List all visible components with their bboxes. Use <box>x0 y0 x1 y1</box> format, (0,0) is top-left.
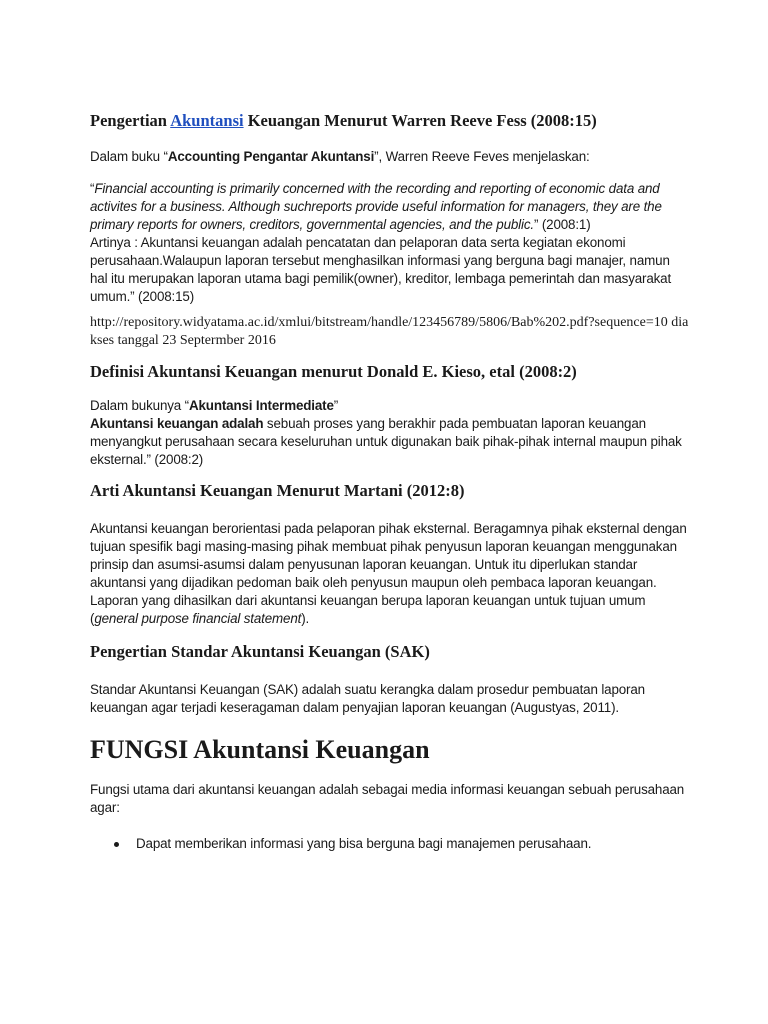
artinya-paragraph: Artinya : Akuntansi keuangan adalah pencatatan dan pelaporan data serta kegiatan ekonomi perusahaan.Walaupun laporan tersebut menghasilkan informasi yang berguna bagi manajer, namun hal itu merupakan laporan utama bagi pemilik(owner), kreditor, lembaga pemerintah dan masyarakat umum.” (2008:15) <box>90 234 672 304</box>
section-heading-kieso: Definisi Akuntansi Keuangan menurut Donald E. Kieso, etal (2008:2) <box>90 361 577 381</box>
list-item: Dapat memberikan informasi yang bisa berguna bagi manajemen perusahaan. <box>90 835 690 853</box>
section-heading-sak: Pengertian Standar Akuntansi Keuangan (SAK) <box>90 641 430 661</box>
document-page <box>90 108 690 853</box>
fungsi-bullet-list <box>90 835 690 853</box>
akuntansi-link[interactable]: Akuntansi <box>170 111 244 130</box>
fungsi-heading: FUNGSI Akuntansi Keuangan <box>90 734 430 764</box>
martani-paragraph: Akuntansi keuangan berorientasi pada pelaporan pihak eksternal. Beragamnya pihak eksternal dengan tujuan spesifik bagi masing-masing pihak membuat pihak penyusun laporan keuangan menggunakan prinsip dan asumsi-asumsi dalam penyusunan laporan keuangan. Untuk itu diperlukan standar akuntansi yang dijadikan pedoman baik oleh penyusun maupun oleh pembaca laporan keuangan. Laporan yang dihasilkan dari akuntansi keuangan berupa laporan keuangan untuk tujuan umum (general purpose financial statement). <box>90 520 687 626</box>
quote-paragraph: “Financial accounting is primarily concerned with the recording and reporting of economic data and activites for a business. Although suchreports provide useful information for managers, they are the primary reports for owners, creditors, governmental agencies, and the public.” (2008:1) <box>90 180 662 232</box>
fungsi-paragraph: Fungsi utama dari akuntansi keuangan adalah sebagai media informasi keuangan sebuah perusahaan agar: <box>90 781 685 815</box>
source-url: http://repository.widyatama.ac.id/xmlui/bitstream/handle/123456789/5806/Bab%202.pdf?sequence=10 diakses tanggal 23 Septermber 2016 <box>90 314 689 348</box>
section-heading-martani: Arti Akuntansi Keuangan Menurut Martani (2012:8) <box>90 481 465 501</box>
section-heading-warren-reeve: Pengertian Akuntansi Keuangan Menurut Warren Reeve Fess (2008:15) <box>90 111 597 130</box>
sak-paragraph: Standar Akuntansi Keuangan (SAK) adalah suatu kerangka dalam prosedur pembuatan laporan keuangan agar terjadi keseragaman dalam penyajian laporan keuangan (Augustyas, 2011). <box>90 681 645 715</box>
bullet-dot <box>114 842 119 847</box>
intro-paragraph-kieso: Dalam bukunya “Akuntansi Intermediate” <box>90 398 339 414</box>
definition-paragraph: Akuntansi keuangan adalah sebuah proses yang berakhir pada pembuatan laporan keuangan menyangkut perusahaan secara keseluruhan untuk digunakan baik pihak-pihak internal maupun pihak eksternal.” (2008:2) <box>90 416 682 468</box>
intro-paragraph-warren: Dalam buku “Accounting Pengantar Akuntansi”, Warren Reeve Feves menjelaskan: <box>90 148 590 164</box>
